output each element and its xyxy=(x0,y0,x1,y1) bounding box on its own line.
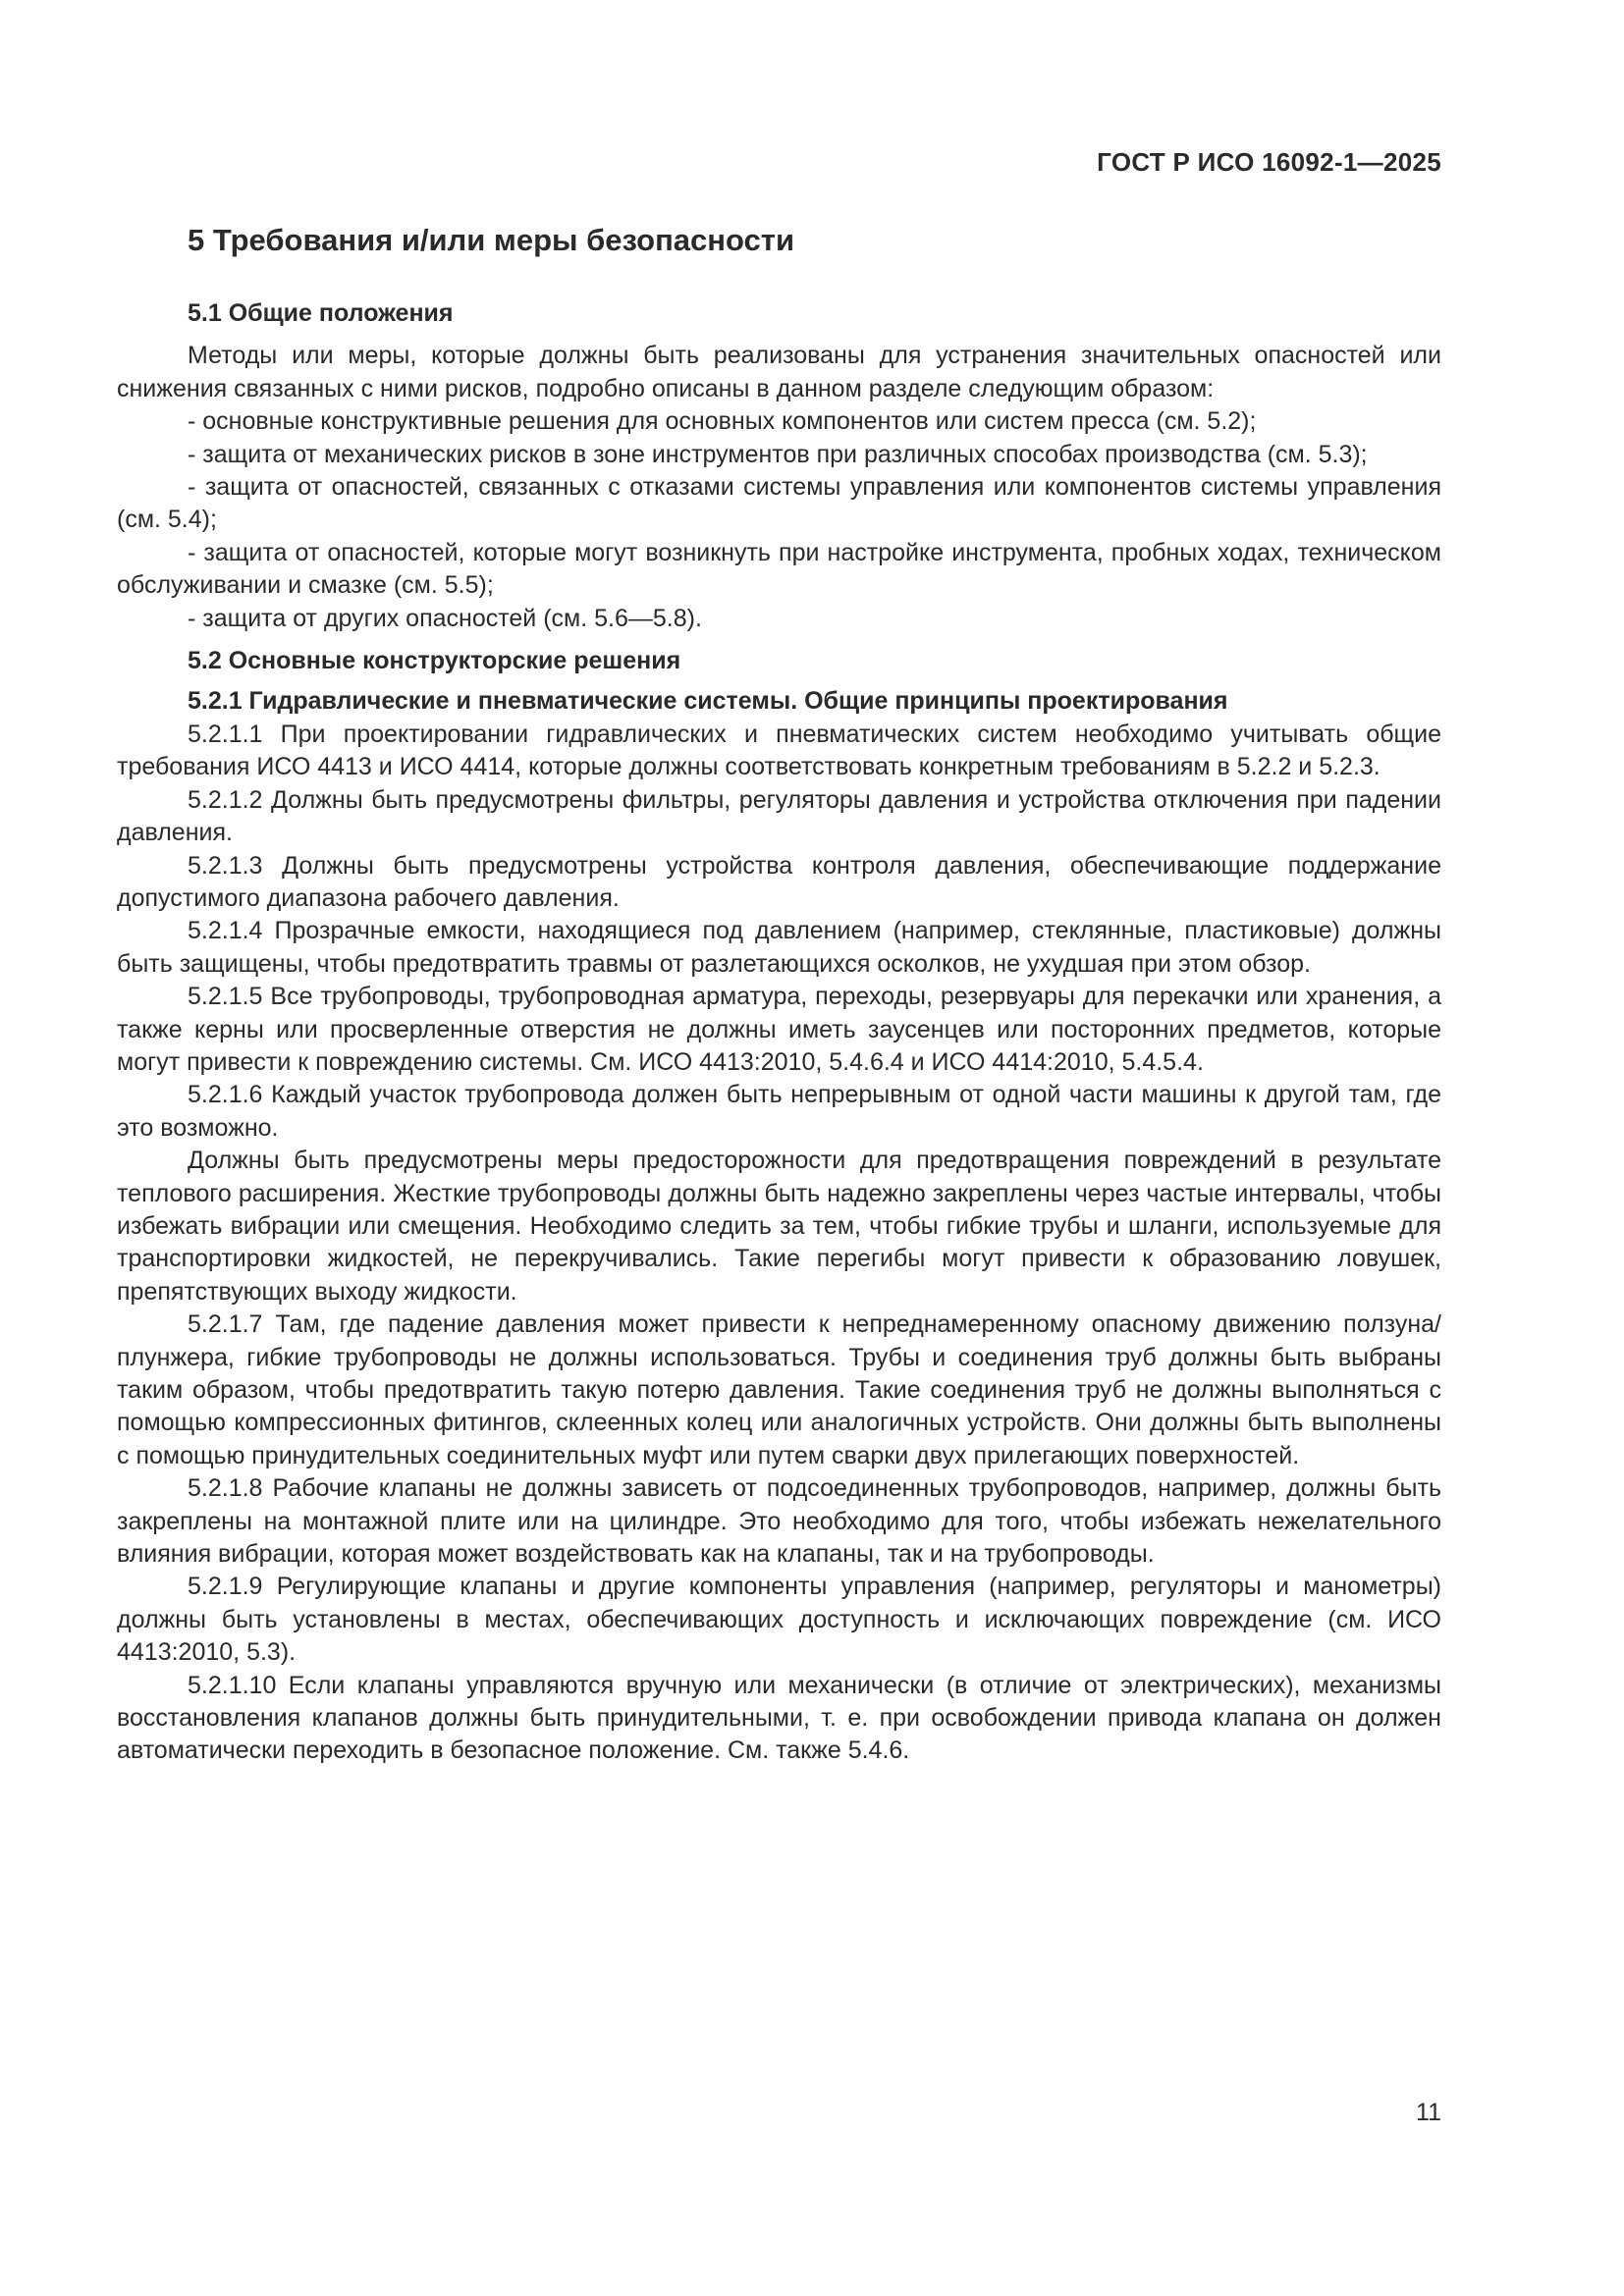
paragraph-5-2-1-3: 5.2.1.3 Должны быть предусмотрены устройства контроля давления, обеспечивающие поддержание допустимого диапазона рабочего давления. xyxy=(117,851,1441,912)
paragraph-5-2-1-1: 5.2.1.1 При проектировании гидравлических и пневматических систем необходимо учитывать общие требования ИСО 4413 и ИСО 4414, которые должны соответствовать конкретным требованиям в 5.2.2 и 5.2.3. xyxy=(117,720,1441,781)
paragraph-5-1-intro: Методы или меры, которые должны быть реализованы для устранения значительных опасностей или снижения связанных с ними рисков, подробно описаны в данном разделе следующим образом: xyxy=(117,342,1441,402)
list-item: - защита от механических рисков в зоне инструментов при различных способах производства (см. 5.3); xyxy=(188,440,1368,468)
paragraph-5-2-1-2: 5.2.1.2 Должны быть предусмотрены фильтры, регуляторы давления и устройства отключения при падении давления. xyxy=(117,785,1441,847)
paragraph-5-2-1-9: 5.2.1.9 Регулирующие клапаны и другие компоненты управления (например, регуляторы и манометры) должны быть установлены в местах, обеспечивающих доступность и исключающих повреждение (см. ИСО 4413:2010, 5.3). xyxy=(117,1573,1441,1667)
list-item: - защита от опасностей, которые могут возникнуть при настройке инструмента, пробных ходах, техническом обслуживании и смазке (см. 5.5); xyxy=(117,538,1441,600)
list-item: - защита от опасностей, связанных с отказами системы управления или компонентов системы управления (см. 5.4); xyxy=(117,473,1441,534)
paragraph-5-2-1-5: 5.2.1.5 Все трубопроводы, трубопроводная арматура, переходы, резервуары для перекачки или хранения, а также керны или просверленные отверстия не должны иметь заусенцев или посторонних предметов, которые могут привести к повреждению системы. См. ИСО 4413:2010, 5.4.6.4 и ИСО 4414:2010, 5.4.5.4. xyxy=(117,983,1441,1076)
subsection-heading-5-2-1: 5.2.1 Гидравлические и пневматические системы. Общие принципы проектирования xyxy=(188,687,1228,716)
subsection-heading-5-1: 5.1 Общие положения xyxy=(188,299,454,327)
subsection-heading-5-2: 5.2 Основные конструкторские решения xyxy=(188,647,681,675)
section-title: 5 Требования и/или меры безопасности xyxy=(188,223,795,257)
list-item: - основные конструктивные решения для основных компонентов или систем пресса (см. 5.2); xyxy=(188,407,1257,436)
document-code: ГОСТ Р ИСО 16092-1—2025 xyxy=(1097,147,1441,177)
page-number: 11 xyxy=(1416,2099,1441,2126)
page-content xyxy=(117,219,1441,1768)
paragraph-5-2-1-8: 5.2.1.8 Рабочие клапаны не должны зависеть от подсоединенных трубопроводов, например, должны быть закреплены на монтажной плите или на цилиндре. Это необходимо для того, чтобы избежать нежелательного влияния вибрации, которая может воздействовать как на клапаны, так и на трубопроводы. xyxy=(117,1474,1441,1569)
paragraph-5-2-1-7: 5.2.1.7 Там, где падение давления может привести к непреднамеренному опасному движению ползуна/плунжера, гибкие трубопроводы не должны использоваться. Трубы и соединения труб должны быть выбраны таким образом, чтобы предотвратить такую потерю давления. Такие соединения труб не должны выполняться с помощью компрессионных фитингов, склеенных колец или аналогичных устройств. Они должны быть выполнены с помощью принудительных соединительных муфт или путем сварки двух прилегающих поверхностей. xyxy=(117,1310,1441,1469)
paragraph-5-2-1-6: 5.2.1.6 Каждый участок трубопровода должен быть непрерывным от одной части машины к другой там, где это возможно. xyxy=(117,1081,1441,1142)
list-item: - защита от других опасностей (см. 5.6—5.8). xyxy=(188,604,702,632)
paragraph-5-2-1-10: 5.2.1.10 Если клапаны управляются вручную или механически (в отличие от электрических), механизмы восстановления клапанов должны быть принудительными, т. е. при освобождении привода клапана он должен автоматически переходить в безопасное положение. См. также 5.4.6. xyxy=(117,1671,1441,1765)
paragraph-5-2-1-4: 5.2.1.4 Прозрачные емкости, находящиеся под давлением (например, стеклянные, пластиковые) должны быть защищены, чтобы предотвратить травмы от разлетающихся осколков, не ухудшая при этом обзор. xyxy=(117,917,1441,978)
paragraph-5-2-1-6-continued: Должны быть предусмотрены меры предосторожности для предотвращения повреждений в результате теплового расширения. Жесткие трубопроводы должны быть надежно закреплены через частые интервалы, чтобы избежать вибрации или смещения. Необходимо следить за тем, чтобы гибкие трубы и шланги, используемые для транспортировки жидкостей, не перекручивались. Такие перегибы могут привести к образованию ловушек, препятствующих выходу жидкости. xyxy=(117,1147,1441,1306)
